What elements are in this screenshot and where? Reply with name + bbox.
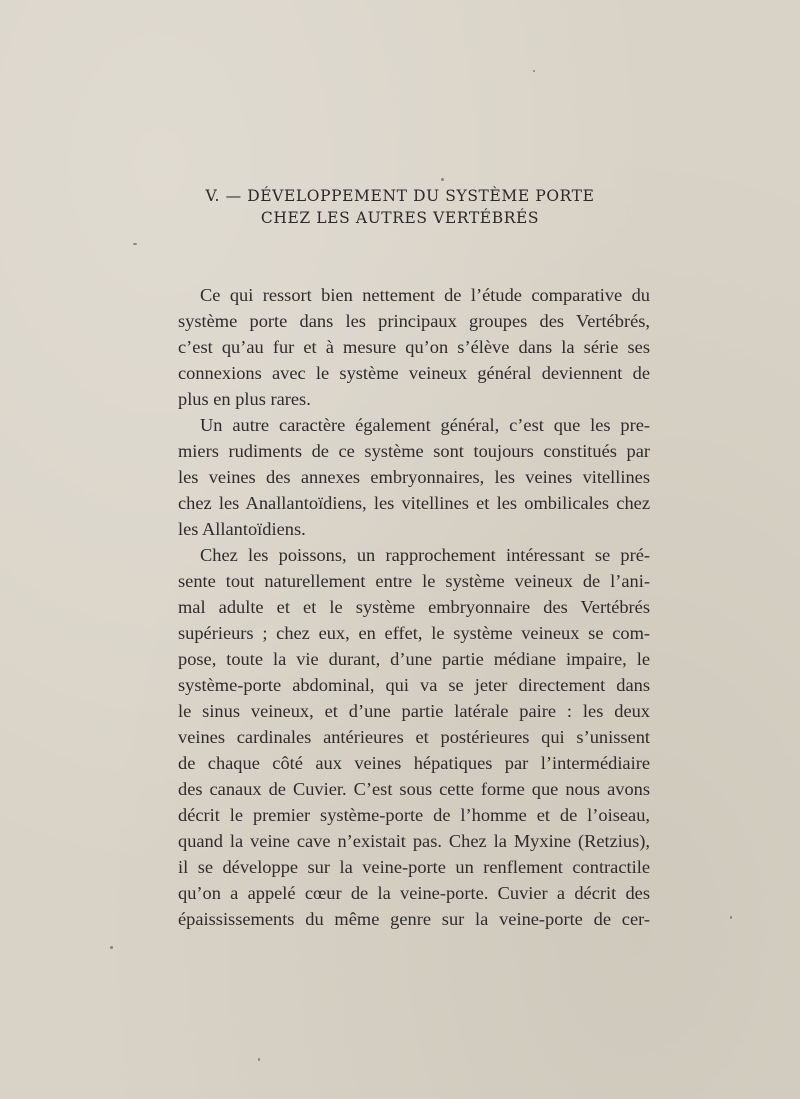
paragraph-3-line-4: supérieurs ; chez eux, en effet, le système veineux se com- [178,623,650,643]
paragraph-2-line-1: Un autre caractère également général, c’est que les pre- [200,415,650,435]
paragraph-3-line-2: sente tout naturellement entre le système veineux de l’ani- [178,571,650,591]
paragraph-2-line-4: chez les Anallantoïdiens, les vitellines et les ombilicales chez [178,493,650,513]
paragraph-1-line-2: système porte dans les principaux groupes des Vertébrés, [178,311,650,331]
paragraph-3-line-1: Chez les poissons, un rapprochement intéressant se pré- [200,545,650,565]
paragraph-3-line-8: veines cardinales antérieures et postérieures qui s’unissent [178,727,650,747]
paper-speck [133,243,137,245]
paper-speck [441,178,444,181]
section-heading-line-1: V. — DÉVELOPPEMENT DU SYSTÈME PORTE [205,187,595,205]
paragraph-3-line-9: de chaque côté aux veines hépatiques par l’intermédiaire [178,753,650,773]
paper-speck [533,70,535,72]
paragraph-3-line-7: le sinus veineux, et d’une partie latérale paire : les deux [178,701,650,721]
paragraph-3-line-10: des canaux de Cuvier. C’est sous cette forme que nous avons [178,779,650,799]
paper-speck [258,1058,260,1061]
paragraph-1-line-1: Ce qui ressort bien nettement de l’étude comparative du [200,285,650,305]
paragraph-3-line-11: décrit le premier système-porte de l’homme et de l’oiseau, [178,805,650,825]
paragraph-3-line-14: qu’on a appelé cœur de la veine-porte. Cuvier a décrit des [178,883,650,903]
paragraph-3-line-13: il se développe sur la veine-porte un renflement contractile [178,857,650,877]
paragraph-3-line-12: quand la veine cave n’existait pas. Chez la Myxine (Retzius), [178,831,650,851]
paper-speck [730,916,732,919]
paragraph-2-line-5: les Allantoïdiens. [178,519,306,539]
paper-speck [110,946,113,949]
paragraph-3-line-3: mal adulte et et le système embryonnaire des Vertébrés [178,597,650,617]
paragraph-3-line-15: épaississements du même genre sur la veine-porte de cer- [178,909,650,929]
section-heading-line-2: CHEZ LES AUTRES VERTÉBRÉS [260,209,540,227]
paragraph-1-line-4: connexions avec le système veineux général deviennent de [178,363,650,383]
paragraph-2-line-3: les veines des annexes embryonnaires, les veines vitellines [178,467,650,487]
paragraph-2-line-2: miers rudiments de ce système sont toujours constitués par [178,441,650,461]
paragraph-3-line-6: système-porte abdominal, qui va se jeter directement dans [178,675,650,695]
paragraph-3-line-5: pose, toute la vie durant, d’une partie médiane impaire, le [178,649,650,669]
paragraph-1-line-5: plus en plus rares. [178,389,311,409]
paragraph-1-line-3: c’est qu’au fur et à mesure qu’on s’élève dans la série ses [178,337,650,357]
